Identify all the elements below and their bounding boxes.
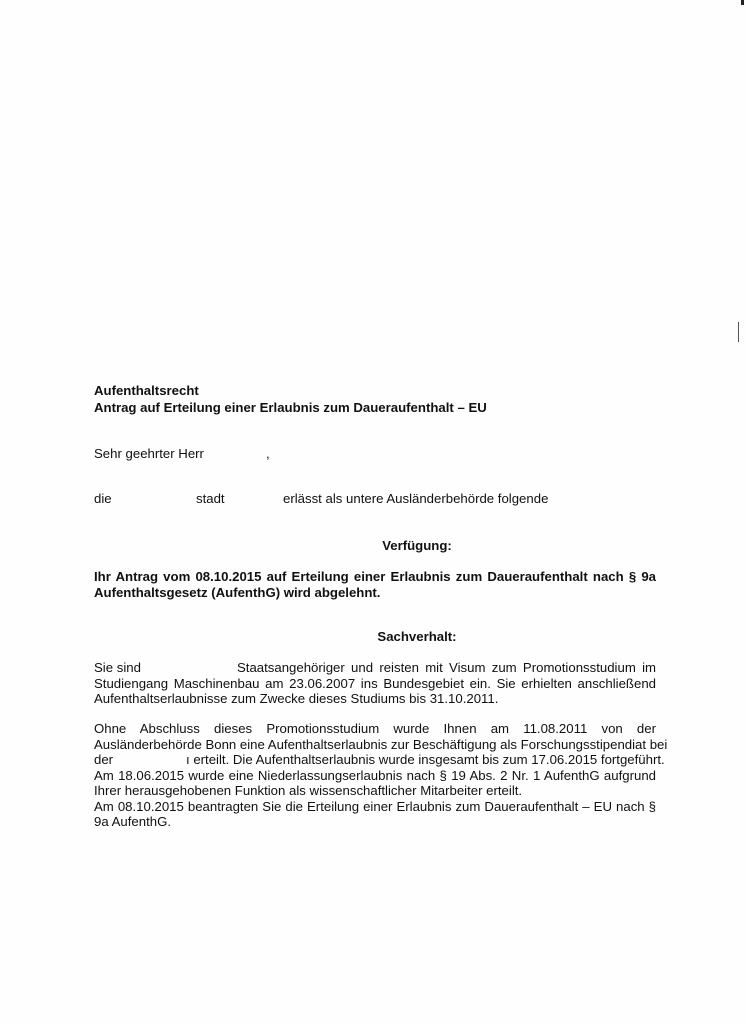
decision-text — [94, 569, 656, 600]
facts-p2-line-5: Ihrer herausgehobenen Funktion als wissenschaftlicher Mitarbeiter erteilt. — [94, 783, 523, 798]
facts-p2-line-4: Am 18.06.2015 wurde eine Niederlassungserlaubnis nach § 19 Abs. 2 Nr. 1 AufenthG aufgrund — [94, 767, 656, 783]
facts-paragraph-1 — [94, 660, 656, 707]
scan-artifact-mark — [741, 0, 744, 5]
decision-line-1: Ihr Antrag vom 08.10.2015 auf Erteilung einer Erlaubnis zum Daueraufenthalt nach § 9a — [94, 569, 656, 584]
facts-p2-line-6: Am 08.10.2015 beantragten Sie die Erteilung einer Erlaubnis zum Daueraufenthalt – EU nach § — [94, 798, 656, 814]
facts-p2-line-1: Ohne Abschluss dieses Promotionsstudium wurde Ihnen am 11.08.2011 von der — [94, 721, 656, 736]
facts-p2-line-7: 9a AufenthG. — [94, 814, 171, 829]
decision-line-2: Aufenthaltsgesetz (AufenthG) wird abgelehnt. — [94, 584, 381, 600]
facts-p2-line-3-end: ı erteilt. Die Aufenthaltserlaubnis wurde insgesamt bis zum 17.06.2015 fortgeführt. — [186, 752, 665, 767]
facts-p1-line-1-start: Sie sind — [94, 660, 141, 675]
scan-artifact-line — [738, 322, 739, 342]
letter-title: Antrag auf Erteilung einer Erlaubnis zum Daueraufenthalt – EU — [94, 400, 487, 415]
authority-city-suffix: stadt — [196, 491, 225, 506]
decision-heading: Verfügung: — [382, 538, 452, 553]
authority-article: die — [94, 491, 112, 506]
facts-paragraph-2 — [94, 721, 668, 830]
facts-p2-line-3 — [94, 752, 665, 768]
salutation-comma: , — [266, 446, 270, 461]
facts-heading: Sachverhalt: — [377, 629, 457, 644]
authority-statement: erlässt als untere Ausländerbehörde folgende — [283, 491, 549, 506]
facts-p1-line-1-end: Staatsangehöriger und reisten mit Visum zum Promotionsstudium im — [237, 660, 656, 675]
facts-p1-line-2: Studiengang Maschinenbau am 23.06.2007 ins Bundesgebiet ein. Sie erhielten anschließend — [94, 675, 656, 691]
facts-p1-line-3: Aufenthaltserlaubnisse zum Zwecke dieses Studiums bis 31.10.2011. — [94, 691, 499, 706]
facts-p2-line-2: Ausländerbehörde Bonn eine Aufenthaltserlaubnis zur Beschäftigung als Forschungsstipendiat bei — [94, 736, 668, 752]
facts-p1-line-1 — [94, 660, 656, 676]
facts-p2-line-3-start: der — [94, 752, 114, 767]
letter-subject: Aufenthaltsrecht — [94, 383, 199, 398]
salutation: Sehr geehrter Herr — [94, 446, 204, 461]
